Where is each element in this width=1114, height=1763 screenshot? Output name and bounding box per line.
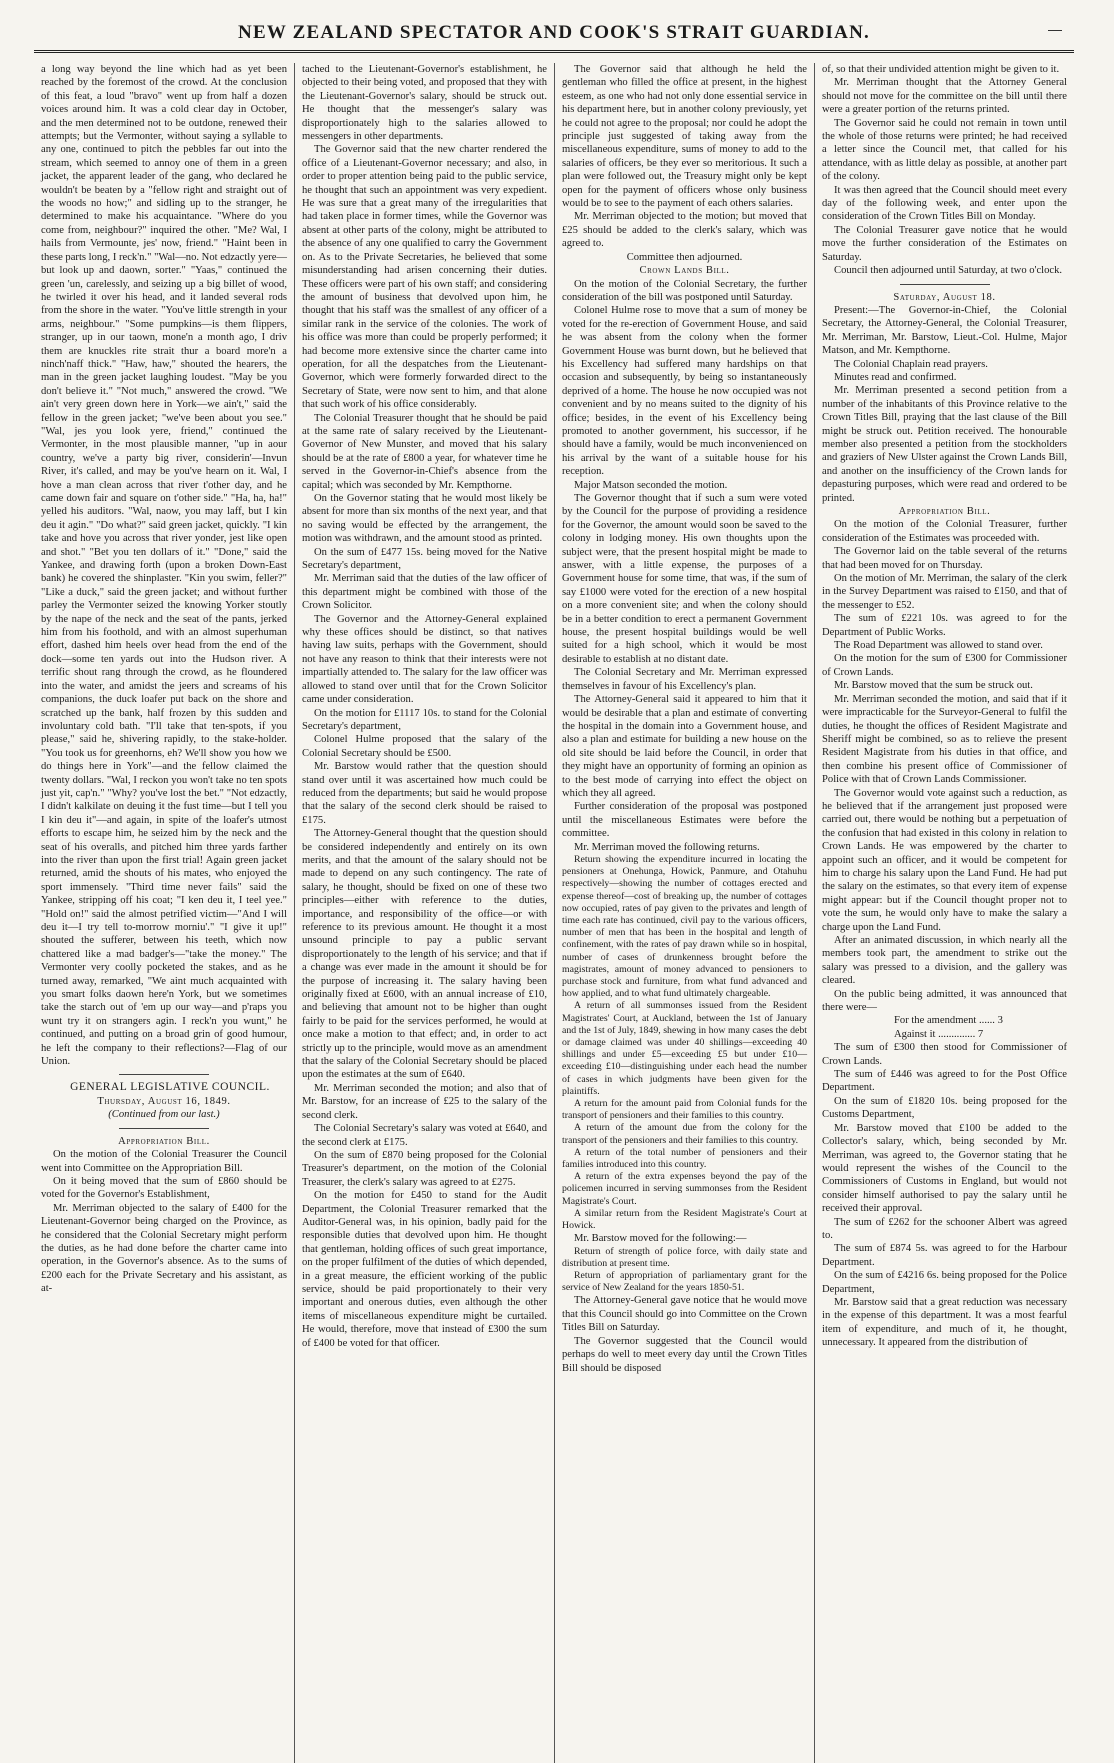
paragraph: On the motion for £1117 10s. to stand for the Colonial Secretary's department, [302, 707, 547, 732]
paragraph: It was then agreed that the Council should meet every day of the following week, and enter upon the consideration of the Crown Titles Bill on Monday. [822, 184, 1067, 223]
paragraph: On the motion of the Colonial Treasurer, further consideration of the Estimates was proceeded with. [822, 519, 1067, 544]
paragraph: The sum of £300 then stood for Commissioner of Crown Lands. [822, 1042, 1067, 1067]
paragraph: The Colonial Chaplain read prayers. [834, 358, 988, 370]
return-item: A return of the total number of pensioners and their families introduced into this country. [562, 1146, 807, 1171]
paragraph: Mr. Merriman seconded the motion; and also that of Mr. Barstow, for an increase of £25 to the salary of the second clerk. [302, 1082, 547, 1121]
paragraph: Mr. Merriman said that the duties of the law officer of this department might be combined with those of the Crown Solicitor. [302, 573, 547, 612]
paragraph: On the sum of £870 being proposed for the Colonial Treasurer's department, on the motion of the Colonial Treasurer, the clerk's salary was agreed to at £275. [302, 1149, 547, 1188]
paragraph: On the public being admitted, it was announced that there were— [822, 988, 1067, 1014]
saturday-heading: Saturday, August 18. [893, 291, 996, 303]
paragraph: The Colonial Secretary's salary was voted at £640, and the second clerk at £175. [302, 1123, 547, 1148]
divider [119, 1128, 209, 1129]
council-title: GENERAL LEGISLATIVE COUNCIL. [70, 1081, 270, 1094]
return-item: A similar return from the Resident Magistrate's Court at Howick. [562, 1207, 807, 1232]
paragraph: On the motion of the Colonial Secretary, the further consideration of the bill was postponed until Saturday. [562, 278, 807, 303]
paragraph: After an animated discussion, in which nearly all the members took part, the amendment to strike out the salary was pressed to a division, and the gallery was cleared. [822, 935, 1067, 987]
paragraph: On it being moved that the sum of £860 should be voted for the Governor's Establishment, [41, 1175, 287, 1201]
divider [900, 284, 990, 285]
paragraph: Mr. Barstow said that a great reduction was necessary in the expense of this department. It was a most fearful item of expenditure, and much of it, he thought, unnecessary. It appeared from the distribution of [822, 1296, 1067, 1349]
paragraph: Minutes read and confirmed. [834, 371, 957, 383]
return-item: Return showing the expenditure incurred in locating the pensioners at Onehunga, Howick, Panmure, and Otahuhu respectively—showing the number of cottages erected and expense thereof—cost of breaking up, the number of cottages now occupied, rates of pay given to the privates and length of time each rate has continued, civil pay to the various officers, number of men that has been in the hospital and length of confinement, with the rates of pay drawn while so in hospital, number of cases of drunkenness brought before the magistrates, amount of money advanced to pensioners to purchase stock and furniture, from what fund advanced and how applied, and to what fund ultimately chargeable. [562, 853, 807, 1000]
paragraph: Mr. Merriman seconded the motion, and said that if it were impracticable for the Surveyor-General to fulfil the duties, he thought the offices of Resident Magistrate and Sheriff might be combined, so as to relieve the present Resident Magistrate from his duties in that office, and then combine his present office of Commissioner of Police with that of Crown Lands Commissioner. [822, 693, 1067, 786]
paragraph: The Governor thought that if such a sum were voted by the Council for the purpose of providing a residence for the Governor, the amount would soon be saved to the colony in lodging money. His own thoughts upon the subject were, that the present hospital might be made to answer, with a little expense, the purposes of a Government house for some time, that was, if the sum of say £1000 were voted for the erection of a new hospital on a more convenient site; and when the colony should be in a better condition to erect a permanent Government house, the present hospital buildings would be well suited for a high school, which it would be most desirable to establish at no distant date. [562, 493, 807, 665]
paragraph: The Governor would vote against such a reduction, as he believed that if the arrangement just proposed were carried out, there would be nothing but a perpetuation of the confusion that had existed in this colony in relation to Crown Lands. He was empowered by the charter to appoint such an officer, and it would be competent for him to charge his salary upon the Land Fund. He had put the salary on the estimates, so that every item of expense might appear: but if the Council thought proper not to vote the sum, he would only have to make the salary a charge upon the Land Fund. [822, 787, 1067, 933]
columns [34, 63, 1074, 1763]
paragraph: Mr. Barstow moved for the following:— [574, 1233, 747, 1245]
paragraph: On the motion of the Colonial Treasurer the Council went into Committee on the Appropriation Bill. [41, 1149, 287, 1174]
corner-dash [1048, 30, 1062, 31]
vote-for: For the amendment ...... 3 [894, 1015, 1003, 1027]
paragraph: Colonel Hulme rose to move that a sum of money be voted for the re-erection of Government House, and said he was absent from the colony when the former Government House was burnt down, but he believed that his Excellency had suffered many hardships on that occasion and subsequently, by being so instantaneously deprived of a home. The house he now occupied was not convenient and by no means suited to the dignity of his office; besides, in the event of his Excellency being promoted to another government, his successor, if he should have a family, would be much inconvenienced on his arrival by the want of a suitable house for his reception. [562, 305, 807, 478]
paragraph: On the sum of £477 15s. being moved for the Native Secretary's department, [302, 546, 547, 572]
bill-heading: Appropriation Bill. [118, 1135, 210, 1147]
crown-lands-heading: Crown Lands Bill. [639, 265, 730, 277]
paragraph: The sum of £221 10s. was agreed to for the Department of Public Works. [822, 613, 1067, 638]
paragraph: Mr. Barstow moved that £100 be added to the Collector's salary, which, being seconded by Mr. Merriman, was agreed to, the Governor stating that he would represent the wishes of the Council to the Commissioners of Customs in England, but would not consider himself authorised to pay the salary until he received their approval. [822, 1122, 1067, 1215]
return-item: A return of the amount due from the colony for the transport of the pensioners and their families to this country. [562, 1122, 807, 1146]
paragraph: The Governor said that although he held the gentleman who filled the office at present, in the highest esteem, as one who had not only done essential service in his department here, but in another colony previously, yet he could not agree to the proposal; nor could he adopt the principle just suggested of taking away from the miscellaneous expenditure, sums of money to add to the salaries of officers, be they ever so meritorious. It such a plan were followed out, the Treasury might only be kept open for the payment of officers whose only business would be to see to the payment of each others salaries. [562, 64, 807, 210]
paragraph: Council then adjourned until Saturday, at two o'clock. [834, 265, 1063, 277]
paragraph: The Governor and the Attorney-General explained why these offices should be distinct, so that natives having law suits, perhaps with the Government, should not have any reason to think that their interests were not impartially attended to. The salary for the law officer was allowed to stand over until that for the Crown Solicitor came under consideration. [302, 613, 547, 706]
bill-heading: Appropriation Bill. [898, 506, 991, 517]
divider [119, 1074, 209, 1075]
paragraph: The sum of £262 for the schooner Albert was agreed to. [822, 1216, 1067, 1241]
council-date: Thursday, August 16, 1849. [97, 1095, 231, 1107]
paragraph: Mr. Merriman objected to the motion; but moved that £25 should be added to the clerk's salary, which was agreed to. [562, 211, 807, 250]
paragraph: Mr. Barstow would rather that the question should stand over until it was ascertained how much could be reduced from the departments; but said he would propose that the salary of the second clerk should be raised to £175. [302, 761, 547, 826]
paragraph: Colonel Hulme proposed that the salary of the Colonial Secretary should be £500. [302, 734, 547, 759]
paragraph: The Attorney-General said it appeared to him that it would be desirable that a plan and estimate of converting the hospital in the domain into a Government house, and also a plan and estimate for building a new house on the old site should be laid before the Council, in order that they might have an opportunity of forming an opinion as to the best mode of carrying into effect the object on which they all agreed. [562, 694, 807, 799]
paragraph: Major Matson seconded the motion. [574, 479, 728, 491]
return-item: Return of strength of police force, with daily state and distribution at present time. [562, 1245, 807, 1269]
vote-against: Against it .............. 7 [894, 1028, 984, 1040]
paragraph: The Governor suggested that the Council would perhaps do well to meet every day until the Crown Titles Bill should be disposed [562, 1335, 807, 1374]
paragraph: On the sum of £4216 6s. being proposed for the Police Department, [822, 1270, 1067, 1295]
paragraph: The Colonial Secretary and Mr. Merriman expressed themselves in favour of his Excellency's plan. [562, 667, 807, 692]
paragraph: Committee then adjourned. [626, 251, 743, 263]
paragraph: The Road Department was allowed to stand over. [834, 640, 1043, 652]
paragraph: Mr. Merriman presented a second petition from a number of the inhabitants of this Province relative to the Crown Titles Bill, praying that the last clause of the Bill might be struck out. Petition received. The honourable member also presented a petition from the stockholders and graziers of New Ulster against the Crown Lands Bill, and another on the insufficiency of the Crown lands for depasturing purposes, which were read and ordered to be printed. [822, 385, 1067, 504]
paragraph: Further consideration of the proposal was postponed until the miscellaneous Estimates were before the committee. [562, 801, 807, 840]
return-item: A return of all summonses issued from the Resident Magistrates' Court, at Auckland, between the 1st of January and the 1st of July, 1849, shewing in how many cases the debt or damage claimed was under 40 shillings—exceeding 40 shillings and under £5—exceeding £5 but under £10—exceeding £10—distinguishing under each head the number of cases in which judgments have been given for the plaintiffs. [562, 1000, 807, 1097]
paragraph: The Governor said he could not remain in town until the whole of those returns were printed; he had received a letter since the Council met, that called for his attendance, with as little delay as possible, at another part of the colony. [822, 117, 1067, 183]
paragraph: On the motion for £450 to stand for the Audit Department, the Colonial Treasurer remarked that the Auditor-General was, in his opinion, badly paid for the responsible duties that devolved upon him. He thought that gentleman, holding offices of such great importance, on the proper fulfilment of the duties of which depended, in a great measure, the efficient working of the public service, should be paid proportionately to their very important and onerous duties, even although the other items of miscellaneous expenditure might be curtailed. He would, therefore, move that instead of £300 the sum of £400 be voted for that officer. [302, 1190, 547, 1349]
paragraph: Present:—The Governor-in-Chief, the Colonial Secretary, the Attorney-General, the Colonial Treasurer, Mr. Merriman, Mr. Barstow, Lieut.-Col. Hulme, Major Matson, and Mr. Kempthorne. [822, 304, 1067, 357]
story-text: a long way beyond the line which had as yet been reached by the foremost of the crowd. At the conclusion of this feat, a loud "bravo" went up from half a dozen voices around him. It was a cold clear day in October, and the men determined not to be outdone, renewed their attempts; but the Vermonter, without saying a syllable to any one, continued to pitch the pebbles far out into the stream, which seemed to annoy one of them in a green jacket, the apparent leader of the gang, who declared he wouldn't be beaten by a "fellow right and straight out of the woods no how;" and sidling up to the stranger, he determined to make his acquaintance. "Where do you come from, neighbour?" inquired the other. "Me? Wal, I hails from Vermounte, jes' now, friend." "Haint been in these parts long, I reck'n." "Wal—no. Not edzactly yere—but look up and daown, sorter." "Yaas," continued the green 'un, carelessly, and seizing up a big billet of wood, he twirled it over his head, and it landed several rods from the shore in the water. "You've little strength in your arms, neighbour." "Some pumpkins—is them flippers, stranger, up in our taown, mone'n a month ago, I driv them are knuckles rite strait thur a board more'n a ninch'naff thick." "Haw, haw," shouted the hearers, the man in the green jacket laughing loudest. "May be you don't believe it." "Not much," answered the crowd. "We ain't very green down here in York—we ain't," said the fellow in the green jacket; "we've been about you see." "Wal, jes you look yere, friend," continued the Vermonter, in the most plausible manner, "up in aour country, we've a party big river, considerin'—Invun River, it's called, and may be you've hearn on it. Wal, I hove a man clean across that river t'other day, and he came down fair and square on t'other side." "Ha, ha, ha!" yelled his auditors. "Wal, naow, you may laff, but I kin deu it agin." "Do what?" said green jacket, quickly. "I kin take and hove you across that river yonder, jest like open and shot." "Bet you ten dollars of it." "Done," said the Yankee, and drawing forth (upon a broken Down-East bank) he covered the shinplaster. "Kin you swim, feller?" "Like a duck," said the green jacket; and without further parley the Vermonter seized the knowing Yorker stoutly by the nape of the neck and the seat of the pants, jerked him from his foothold, and with an almost superhuman effort, dashed him heels over head from the end of the dock—some ten yards out into the Hudson river. A terrific shout rang through the crowd, as he floundered into the water, and amidst the jeers and screams of his companions, the duck loafer put back on the shore and scratched up the bank, half frozen by this sudden and involuntary cold bath. "I'll take that ten-spots, if you please," said he, shivering rapidly, to the stake-holder. "You took us for greenhorns, eh? We'll show you how we do things here in York"—and the fellow claimed the twenty dollars. "Wal, I reckon you won't take no ten spots just yit, cap'n." "Why? you've lost the bet." "Not edzactly, I didn't kalkilate on deuing it the fust time—but I tell you I kin deu it"—and again, in spite of the loafer's utmost efforts to escape him, he seized him by the neck and the seat of his overalls, and pitched him three yards farther into the river than upon the first trial! Again green jacket returned, amid the shouts of his mates, who enjoyed the sport immensely. "Third time never fails" said the Yankee, stripping off his coat; "I ken deu it, I teel yee." "Hold on!" said the almost petrified victim—"And I will deu it—I try tell to-morrow morniu'." "I give it up!" shouted the sufferer, between his teeth, which now chattered like a mad badger's—"take the money." The Vermonter very coolly pocketed the stakes, and as he turned away, remarked, "We aint much acquainted with you smart folks daown here'n York, but we sometimes take the starch out of 'em up our way—and p'raps you wunt try it on strangers agin. I reck'n you wunt," he continued, and putting on a broad grin of good humour, he left the company to their reflections?—Flag of our Union. [41, 64, 287, 1068]
paragraph: The Colonial Treasurer thought that he should be paid at the same rate of salary received by the Lieutenant-Governor of New Munster, and moved that his salary should be at the rate of £800 a year, for whatever time he served in the Governor-in-Chief's absence from the capital; which was seconded by Mr. Kempthorne. [302, 412, 547, 491]
column-3 [554, 63, 814, 1763]
continued-note: (Continued from our last.) [108, 1109, 220, 1121]
column-2 [294, 63, 554, 1763]
paragraph: Mr. Merriman moved the following returns. [574, 841, 760, 853]
paragraph: The Governor said that the new charter rendered the office of a Lieutenant-Governor necessary; and also, in order to proper attention being paid to the public service, he thought that such an appointment was very expedient. He was sure that a great many of the irregularities that had taken place in former times, while the Governor was absent at other parts of the colony, might be attributed to the absence of any one qualified to carry the Government on. As to the Private Secretaries, he believed that some misunderstanding had arisen concerning their duties. These officers were part of his own staff; and considering the amount of business that devolved upon him, he thought that his staff was the smallest of any officer of a similar rank in the service of the colonies. The work of his office was more than could be properly performed; it had become more extensive since the charter came into operation, for all the despatches from the Lieutenant-Governor, which were formerly forwarded direct to the Secretary of State, were now sent to him, and that alone that such work of his office considerably. [302, 144, 547, 411]
paragraph: of, so that their undivided attention might be given to it. [822, 64, 1060, 75]
paragraph: The sum of £446 was agreed to for the Post Office Department. [822, 1069, 1067, 1094]
paragraph: The Attorney-General gave notice that he would move that this Council should go into Committee on the Crown Titles Bill on Saturday. [562, 1295, 807, 1334]
return-item: Return of appropriation of parliamentary grant for the service of New Zealand for the years 1850-51. [562, 1270, 807, 1294]
masthead-title: NEW ZEALAND SPECTATOR AND COOK'S STRAIT GUARDIAN. [34, 22, 1074, 53]
paragraph: On the motion for the sum of £300 for Commissioner of Crown Lands. [822, 653, 1067, 678]
paragraph: Mr. Merriman objected to the salary of £400 for the Lieutenant-Governor being charged on the Province, as he considered that the Colonial Secretary might perform the duties, as he had done before the charter came into operation, in the Governor's absence. As to the sums of £200 each for the Private Secretary and his assistant, as at- [41, 1202, 287, 1295]
paragraph: On the motion of Mr. Merriman, the salary of the clerk in the Survey Department was raised to £150, and that of the messenger to £52. [822, 573, 1067, 611]
paragraph: The sum of £874 5s. was agreed to for the Harbour Department. [822, 1243, 1067, 1268]
paragraph: Mr. Merriman thought that the Attorney General should not move for the committee on the bill until there were a greater portion of the returns printed. [822, 77, 1067, 116]
paragraph: The Attorney-General thought that the question should be considered independently and entirely on its own merits, and that the amount of the salary should not be made to depend on any such contingency. The rate of salary, he thought, should be fixed on one of these two principles—either with reference to the duties, importance, and responsibility of the office—or with reference to its previous amount. He thought it a most unsound principle to pay a public servant disproportionately to the length of his service; and that if a change was ever made in the amount it should be for the purpose of increasing it. The salary having been originally fixed at £600, with an annual increase of £10, and believing that amount not to be higher than ought fairly to be paid for the services performed, he would at once make a motion to that effect; and, in order to act strictly up to the principle, would move as an amendment that the salary of the Colonial Secretary should be placed upon the estimates at the sum of £640. [302, 828, 547, 1081]
column-1 [34, 63, 294, 1763]
paragraph: On the Governor stating that he would most likely be absent for more than six months of the next year, and that no saving would be effected by the arrangement, the motion was withdrawn, and the amount stood as printed. [302, 493, 547, 545]
paragraph: The Colonial Treasurer gave notice that he would move the further consideration of the Estimates on Saturday. [822, 224, 1067, 263]
paragraph: The Governor laid on the table several of the returns that had been moved for on Thursday. [822, 546, 1067, 571]
column-4 [814, 63, 1074, 1763]
return-item: A return of the extra expenses beyond the pay of the policemen incurred in serving summonses from the Resident Magistrate's Court. [562, 1171, 807, 1207]
paragraph: tached to the Lieutenant-Governor's establishment, he objected to their being voted, and proposed that they with the Lieutenant-Governor's salary, should be struck out. He thought that the messenger's salary was disproportionately high to the salaries allowed to messengers in other departments. [302, 64, 547, 143]
paragraph: On the sum of £1820 10s. being proposed for the Customs Department, [822, 1095, 1067, 1121]
paragraph: Mr. Barstow moved that the sum be struck out. [834, 680, 1033, 692]
return-item: A return for the amount paid from Colonial funds for the transport of pensioners and their families to this country. [562, 1098, 807, 1122]
